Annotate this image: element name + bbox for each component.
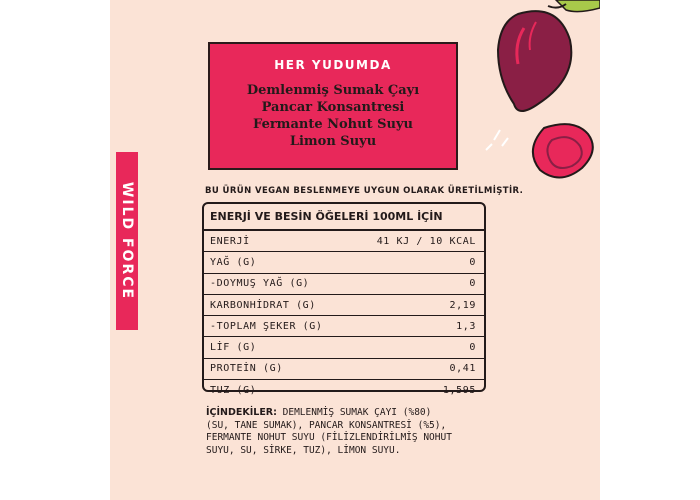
nutrition-title: ENERJİ VE BESİN ÖĞELERİ 100ML İÇİN [204,204,484,231]
brand-side-text: WILD FORCE [119,181,135,301]
row-label: -TOPLAM ŞEKER (G) [210,320,323,332]
row-value: 1,3 [456,320,476,332]
table-row [204,337,484,358]
row-label: YAĞ (G) [210,256,257,268]
table-row [204,231,484,252]
brand-side-tab [116,152,138,330]
table-row [204,359,484,380]
table-row [204,316,484,337]
promo-line: Pancar Konsantresi [261,100,405,115]
promo-line: Fermante Nohut Suyu [253,117,413,132]
row-label: -DOYMUŞ YAĞ (G) [210,278,310,290]
row-value: 0 [469,256,476,268]
row-value: 41 KJ / 10 KCAL [376,235,476,247]
table-row [204,252,484,273]
row-value: 1,595 [442,384,476,396]
table-row [204,295,484,316]
table-row [204,274,484,295]
ingredients-text: DEMLENMİŞ SUMAK ÇAYI (%80) (SU, TANE SUMAK), PANCAR KONSANTRESİ (%5), FERMANTE NOHUT SUYU (FİLİZLENDİRİLMİŞ NOHUT SUYU, SU, SİRKE, TUZ), LİMON SUYU. [206,407,452,456]
vegan-note: BU ÜRÜN VEGAN BESLENMEYE UYGUN OLARAK ÜRETİLMİŞTİR. [205,186,524,196]
row-value: 0 [469,278,476,290]
nutrition-table [202,202,486,396]
beet-slice-icon [533,124,593,177]
row-value: 0,41 [449,363,476,375]
table-row [204,380,484,400]
promo-kicker: HER YUDUMDA [274,58,392,72]
promo-line: Limon Suyu [289,134,377,149]
row-label: TUZ (G) [210,384,257,396]
row-value: 0 [469,342,476,354]
beet-illustration [478,0,600,190]
ingredients-label: İÇİNDEKİLER: [206,407,277,418]
promo-lines [210,82,456,150]
ingredients-block [206,407,456,457]
row-label: ENERJİ [210,235,250,247]
row-value: 2,19 [449,299,476,311]
promo-line: Demlenmiş Sumak Çayı [246,83,420,98]
row-label: KARBONHİDRAT (G) [210,299,316,311]
promo-box [208,42,458,170]
row-label: PROTEİN (G) [210,363,283,375]
row-label: LİF (G) [210,342,257,354]
